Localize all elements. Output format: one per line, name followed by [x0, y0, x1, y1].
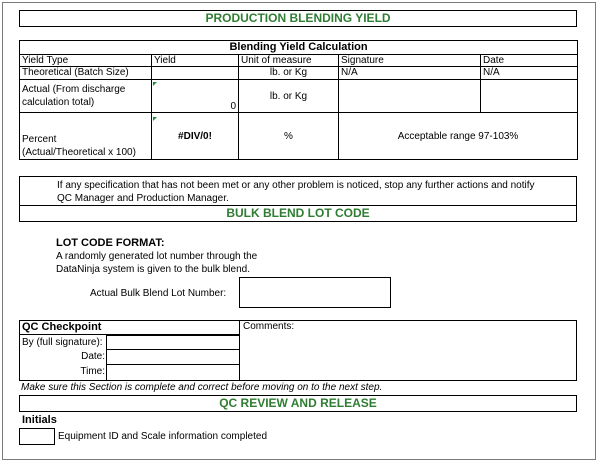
header-yield-type: Yield Type	[20, 55, 152, 67]
date-label: Date:	[81, 351, 105, 362]
make-sure-note: Make sure this Section is complete and correct before moving on to the next step.	[21, 382, 383, 393]
comments-label: Comments:	[243, 321, 295, 332]
notice-line1: If any specification that has not been met or any other problem is noticed, stop any further actions and notify	[57, 180, 535, 191]
actual-unit: lb. or Kg	[239, 80, 339, 113]
percent-type-line2: (Actual/Theoretical x 100)	[22, 147, 136, 158]
theoretical-signature: N/A	[339, 67, 481, 80]
bulk-blend-lot-code-title: BULK BLEND LOT CODE	[19, 205, 577, 222]
equipment-scale-label: Equipment ID and Scale information completed	[58, 431, 268, 442]
cell-marker-icon	[153, 82, 157, 86]
header-yield: Yield	[152, 55, 239, 67]
time-field[interactable]	[106, 364, 240, 381]
cell-marker-icon	[153, 117, 157, 121]
qc-checkpoint-heading: QC Checkpoint	[22, 321, 102, 333]
comments-field[interactable]	[240, 334, 577, 381]
acceptable-range: Acceptable range 97-103%	[339, 113, 578, 160]
actual-yield-cell[interactable]	[152, 80, 239, 113]
actual-signature-cell[interactable]	[339, 80, 481, 113]
percent-type	[20, 113, 152, 160]
production-blending-yield-title: PRODUCTION BLENDING YIELD	[19, 10, 577, 27]
notice-box	[19, 176, 577, 205]
theoretical-unit: lb. or Kg	[239, 67, 339, 80]
lot-code-line1: A randomly generated lot number through the	[56, 251, 258, 262]
qc-review-release-title: QC REVIEW AND RELEASE	[19, 395, 577, 412]
lot-code-line2: DataNinja system is given to the bulk blend.	[56, 264, 250, 275]
percent-yield-value: #DIV/0!	[152, 113, 239, 160]
theoretical-yield-cell[interactable]	[152, 67, 239, 80]
notice-line2: QC Manager and Production Manager.	[57, 193, 229, 204]
header-signature: Signature	[339, 55, 481, 67]
time-label: Time:	[80, 366, 105, 377]
lot-number-input[interactable]	[239, 277, 391, 308]
initials-heading: Initials	[22, 414, 57, 426]
percent-unit: %	[239, 113, 339, 160]
actual-date-cell[interactable]	[481, 80, 578, 113]
percent-type-line1: Percent	[22, 134, 57, 145]
by-signature-label: By (full signature):	[22, 337, 103, 348]
date-field[interactable]	[106, 349, 240, 365]
theoretical-type: Theoretical (Batch Size)	[20, 67, 152, 80]
lot-number-label: Actual Bulk Blend Lot Number:	[90, 288, 227, 299]
lot-code-format-heading: LOT CODE FORMAT:	[56, 237, 165, 249]
theoretical-date: N/A	[481, 67, 578, 80]
yield-table-caption: Blending Yield Calculation	[20, 41, 578, 55]
header-unit: Unit of measure	[239, 55, 339, 67]
actual-yield-value: 0	[230, 101, 236, 112]
by-signature-field[interactable]	[106, 335, 240, 350]
actual-type: Actual (From discharge calculation total)	[20, 80, 152, 113]
initials-field[interactable]	[19, 428, 55, 445]
blending-yield-table	[19, 40, 578, 160]
header-date: Date	[481, 55, 578, 67]
